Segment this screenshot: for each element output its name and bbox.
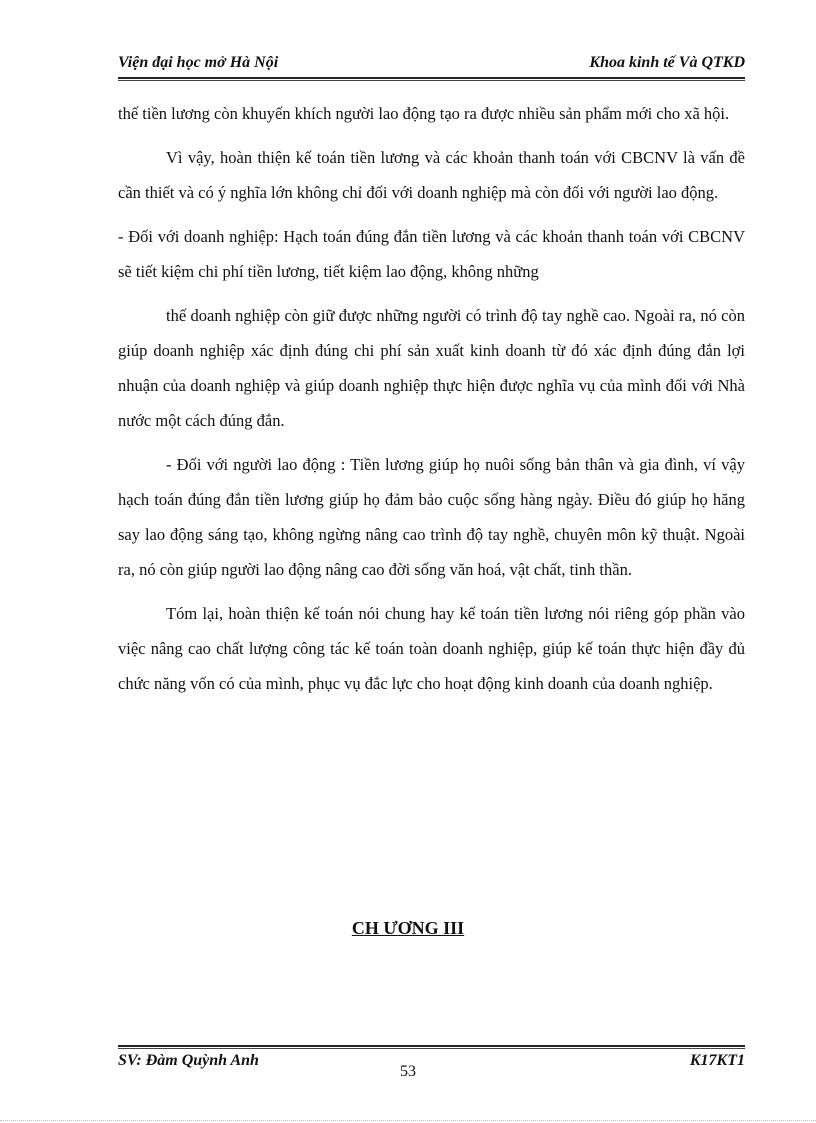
footer-rule-thin	[118, 1048, 745, 1049]
department-name: Khoa kinh tế Và QTKD	[589, 54, 745, 71]
paragraph-importance: Vì vậy, hoàn thiện kế toán tiền lương và các khoản thanh toán với CBCNV là vấn đề cần thiết và có ý nghĩa lớn không chỉ đối với doanh nghiệp mà còn đối với người lao động.	[118, 148, 745, 202]
body-text	[118, 96, 745, 710]
page-bottom-border	[0, 1120, 816, 1121]
page-header	[118, 49, 745, 77]
paragraph-for-workers: - Đối với người lao động : Tiền lương giúp họ nuôi sống bản thân và gia đình, ví vậy hạch toán đúng đắn tiền lương giúp họ đảm bảo cuộc sống hàng ngày. Điều đó giúp họ hăng say lao động sáng tạo, không ngừng nâng cao trình độ tay nghề, chuyên môn kỹ thuật. Ngoài ra, nó còn giúp người lao động nâng cao đời sống văn hoá, vật chất, tinh thần.	[118, 455, 745, 579]
paragraph-enterprise-benefits: thế doanh nghiệp còn giữ được những người có trình độ tay nghề cao. Ngoài ra, nó còn giúp doanh nghiệp xác định đúng chi phí sản xuất kinh doanh từ đó xác định đúng đắn lợi nhuận của doanh nghiệp và giúp doanh nghiệp thực hiện được nghĩa vụ của mình đối với Nhà nước một cách đúng đắn.	[118, 306, 745, 430]
page-number: 53	[400, 1063, 416, 1080]
paragraph-summary: Tóm lại, hoàn thiện kế toán nói chung hay kế toán tiền lương nói riêng góp phần vào việc nâng cao chất lượng công tác kế toán toàn doanh nghiệp, giúp kế toán thực hiện đầy đủ chức năng vốn có của mình, phục vụ đắc lực cho hoạt động kinh doanh của doanh nghiệp.	[118, 604, 745, 693]
student-name: SV: Đàm Quỳnh Anh	[118, 1052, 259, 1069]
header-rule	[118, 77, 745, 79]
header-rule-thin	[118, 80, 745, 81]
chapter-heading: CH ƯƠNG III	[351, 918, 465, 938]
paragraph-for-enterprise: - Đối với doanh nghiệp: Hạch toán đúng đắn tiền lương và các khoản thanh toán với CBCNV sẽ tiết kiệm chi phí tiền lương, tiết kiệm lao động, không những	[118, 227, 745, 281]
footer-rule	[118, 1045, 745, 1047]
institution-name: Viện đại học mở Hà Nội	[118, 54, 279, 71]
paragraph-continuation: thế tiền lương còn khuyến khích người lao động tạo ra được nhiều sản phẩm mới cho xã hội.	[118, 104, 730, 123]
class-code: K17KT1	[689, 1052, 745, 1069]
